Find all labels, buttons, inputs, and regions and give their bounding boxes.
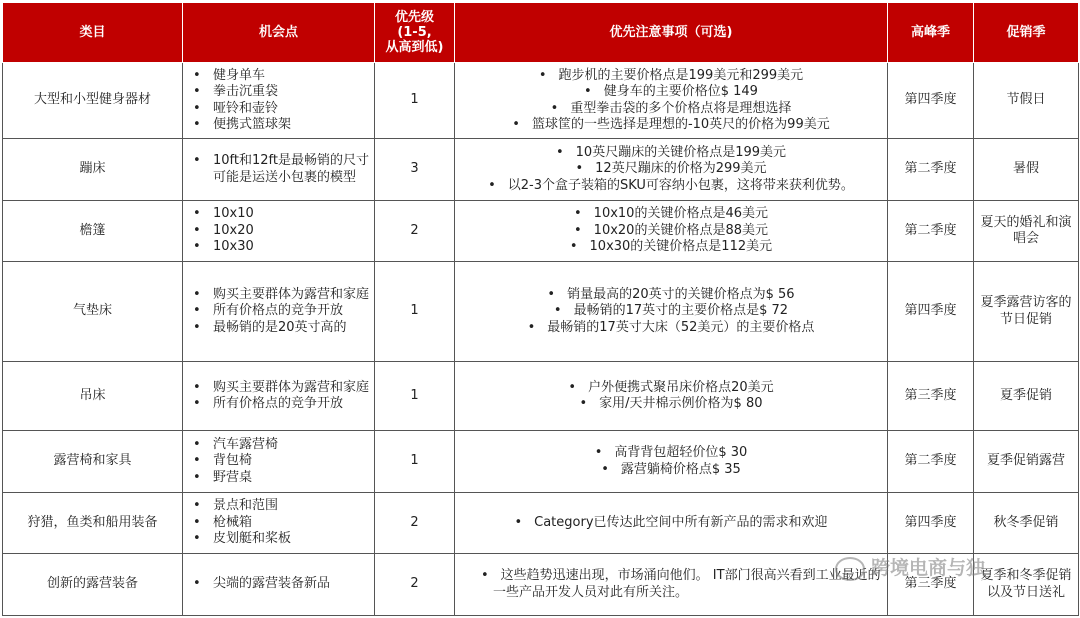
priority-cell: 1 xyxy=(375,262,455,362)
notes-list xyxy=(459,515,883,532)
notes-list xyxy=(459,445,883,478)
category-cell: 创新的露营装备 xyxy=(3,554,183,616)
opportunity-cell xyxy=(183,431,375,493)
priority-cell: 3 xyxy=(375,139,455,201)
opportunity-item: • 购买主要群体为露营和家庭 xyxy=(213,380,370,397)
category-cell: 蹦床 xyxy=(3,139,183,201)
category-cell: 气垫床 xyxy=(3,262,183,362)
note-item: • Category已传达此空间中所有新产品的需求和欢迎 xyxy=(459,515,883,532)
notes-cell xyxy=(455,139,888,201)
notes-cell xyxy=(455,431,888,493)
opportunity-item: • 购买主要群体为露营和家庭 xyxy=(213,287,370,304)
note-item: • 10x20的关键价格点是88美元 xyxy=(459,223,883,240)
opportunity-list xyxy=(187,437,370,487)
opportunity-list xyxy=(187,68,370,134)
promo-season-cell: 夏天的婚礼和演唱会 xyxy=(974,201,1079,262)
note-item: • 销量最高的20英寸的关键价格点为$ 56 xyxy=(459,287,883,304)
header-row xyxy=(3,3,1079,63)
note-item: • 10英尺蹦床的关键价格点是199美元 xyxy=(459,145,883,162)
peak-season-cell: 第四季度 xyxy=(888,63,974,139)
opportunity-cell xyxy=(183,201,375,262)
notes-cell xyxy=(455,201,888,262)
priority-cell: 2 xyxy=(375,554,455,616)
notes-cell xyxy=(455,262,888,362)
table-row xyxy=(3,262,1079,362)
peak-season-cell: 第二季度 xyxy=(888,201,974,262)
note-item: • 高背背包超轻价位$ 30 xyxy=(459,445,883,462)
opportunity-cell xyxy=(183,63,375,139)
opportunity-item: • 皮划艇和桨板 xyxy=(213,531,370,548)
opportunity-item: • 枪械箱 xyxy=(213,515,370,532)
opportunity-cell xyxy=(183,554,375,616)
notes-list xyxy=(459,287,883,337)
peak-season-cell: 第二季度 xyxy=(888,431,974,493)
notes-list xyxy=(459,568,883,601)
promo-season-cell: 夏季促销 xyxy=(974,362,1079,431)
opportunity-item: • 哑铃和壶铃 xyxy=(213,101,370,118)
opportunity-item: • 10x20 xyxy=(213,223,370,240)
opportunity-item: • 所有价格点的竞争开放 xyxy=(213,396,370,413)
header-priority-line: (1-5, xyxy=(397,25,432,40)
watermark xyxy=(835,553,985,581)
opportunity-item: • 10x10 xyxy=(213,206,370,223)
opportunity-list xyxy=(187,206,370,256)
opportunity-list xyxy=(187,153,370,186)
opportunity-item: • 健身单车 xyxy=(213,68,370,85)
opportunity-item: • 景点和范围 xyxy=(213,498,370,515)
notes-cell xyxy=(455,362,888,431)
notes-list xyxy=(459,380,883,413)
category-opportunity-table xyxy=(2,2,1079,616)
priority-cell: 2 xyxy=(375,493,455,554)
peak-season-cell: 第四季度 xyxy=(888,262,974,362)
priority-cell: 1 xyxy=(375,63,455,139)
note-item: • 露营躺椅价格点$ 35 xyxy=(459,462,883,479)
promo-season-cell: 暑假 xyxy=(974,139,1079,201)
opportunity-cell xyxy=(183,362,375,431)
note-item: • 10x30的关键价格点是112美元 xyxy=(459,239,883,256)
priority-cell: 2 xyxy=(375,201,455,262)
header-priority-line: 从高到低) xyxy=(385,40,444,55)
opportunity-list xyxy=(187,498,370,548)
category-cell: 狩猎，鱼类和船用装备 xyxy=(3,493,183,554)
peak-season-cell: 第二季度 xyxy=(888,139,974,201)
header-peak-season: 高峰季 xyxy=(888,3,974,63)
table-row xyxy=(3,139,1079,201)
note-item: • 12英尺蹦床的价格为299美元 xyxy=(459,161,883,178)
opportunity-list xyxy=(187,576,370,593)
table-row xyxy=(3,201,1079,262)
opportunity-item: • 尖端的露营装备新品 xyxy=(213,576,370,593)
opportunity-cell xyxy=(183,262,375,362)
table-row xyxy=(3,63,1079,139)
note-item: • 篮球筐的一些选择是理想的-10英尺的价格为99美元 xyxy=(459,117,883,134)
notes-cell xyxy=(455,554,888,616)
opportunity-item: • 10ft和12ft是最畅销的尺寸可能是运送小包裹的模型 xyxy=(213,153,370,186)
opportunity-item: • 最畅销的是20英寸高的 xyxy=(213,320,370,337)
promo-season-cell: 秋冬季促销 xyxy=(974,493,1079,554)
note-item: • 这些趋势迅速出现，市场涌向他们。 IT部门很高兴看到工业最近的一些产品开发人员对此有所关注。 xyxy=(459,568,883,601)
opportunity-cell xyxy=(183,493,375,554)
opportunity-list xyxy=(187,380,370,413)
note-item: • 家用/天井棉示例价格为$ 80 xyxy=(459,396,883,413)
note-item: • 户外便携式聚吊床价格点20美元 xyxy=(459,380,883,397)
notes-list xyxy=(459,206,883,256)
notes-list xyxy=(459,68,883,134)
header-priority xyxy=(375,3,455,63)
priority-cell: 1 xyxy=(375,362,455,431)
opportunity-item: • 背包椅 xyxy=(213,453,370,470)
note-item: • 跑步机的主要价格点是199美元和299美元 xyxy=(459,68,883,85)
opportunity-item: • 汽车露营椅 xyxy=(213,437,370,454)
opportunity-item: • 所有价格点的竞争开放 xyxy=(213,303,370,320)
promo-season-cell: 夏季和冬季促销以及节日送礼 xyxy=(974,554,1079,616)
peak-season-cell: 第三季度 xyxy=(888,554,974,616)
priority-cell: 1 xyxy=(375,431,455,493)
category-cell: 大型和小型健身器材 xyxy=(3,63,183,139)
header-notes: 优先注意事项（可选) xyxy=(455,3,888,63)
note-item: • 以2-3个盒子装箱的SKU可容纳小包裹，这将带来获利优势。 xyxy=(459,178,883,195)
opportunity-list xyxy=(187,287,370,337)
notes-cell xyxy=(455,493,888,554)
opportunity-item: • 10x30 xyxy=(213,239,370,256)
watermark-text: 跨境电商与独 xyxy=(871,557,986,579)
wechat-logo-icon xyxy=(835,557,865,581)
opportunity-item: • 便携式篮球架 xyxy=(213,117,370,134)
category-cell: 露营椅和家具 xyxy=(3,431,183,493)
opportunity-item: • 拳击沉重袋 xyxy=(213,84,370,101)
table-row xyxy=(3,431,1079,493)
note-item: • 最畅销的17英寸的主要价格点是$ 72 xyxy=(459,303,883,320)
table-row xyxy=(3,362,1079,431)
notes-cell xyxy=(455,63,888,139)
promo-season-cell: 夏季促销露营 xyxy=(974,431,1079,493)
notes-list xyxy=(459,145,883,195)
header-priority-line: 优先级 xyxy=(394,10,434,25)
promo-season-cell: 节假日 xyxy=(974,63,1079,139)
header-promo-season: 促销季 xyxy=(974,3,1079,63)
note-item: • 10x10的关键价格点是46美元 xyxy=(459,206,883,223)
opportunity-cell xyxy=(183,139,375,201)
category-cell: 吊床 xyxy=(3,362,183,431)
note-item: • 重型拳击袋的多个价格点将是理想选择 xyxy=(459,101,883,118)
opportunity-item: • 野营桌 xyxy=(213,470,370,487)
category-cell: 檐篷 xyxy=(3,201,183,262)
peak-season-cell: 第四季度 xyxy=(888,493,974,554)
header-category: 类目 xyxy=(3,3,183,63)
promo-season-cell: 夏季露营访客的节日促销 xyxy=(974,262,1079,362)
note-item: • 健身车的主要价格位$ 149 xyxy=(459,84,883,101)
note-item: • 最畅销的17英寸大床（52美元）的主要价格点 xyxy=(459,320,883,337)
table-row xyxy=(3,493,1079,554)
peak-season-cell: 第三季度 xyxy=(888,362,974,431)
header-opportunity: 机会点 xyxy=(183,3,375,63)
